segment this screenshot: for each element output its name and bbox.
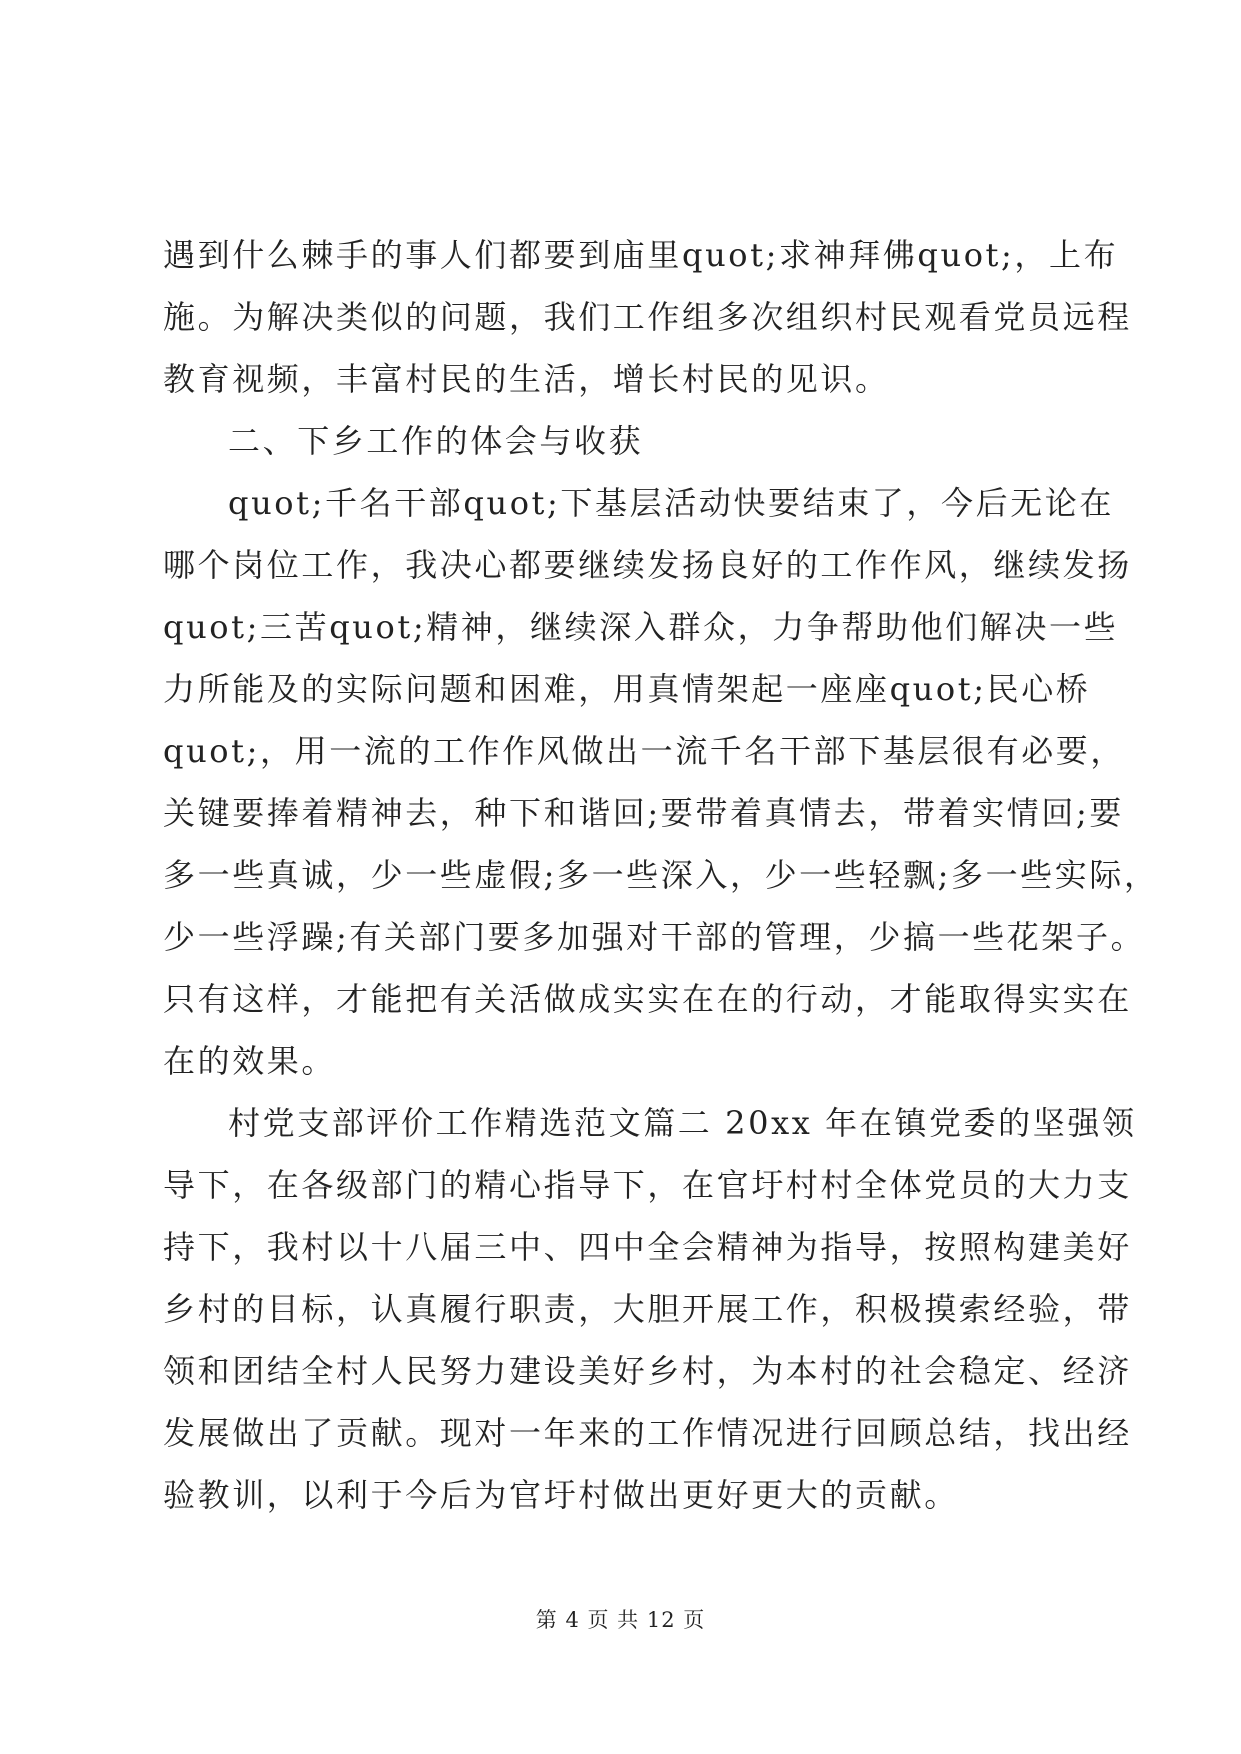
- paragraph-line: 导下，在各级部门的精心指导下，在官圩村村全体党员的大力支: [163, 1166, 1132, 1204]
- document-body: [163, 224, 1159, 1526]
- paragraph-line: 遇到什么棘手的事人们都要到庙里quot;求神拜佛quot;，上布: [163, 236, 1119, 274]
- paragraph-line: 乡村的目标，认真履行职责，大胆开展工作，积极摸索经验，带: [163, 1290, 1132, 1328]
- paragraph-line: 发展做出了贡献。现对一年来的工作情况进行回顾总结，找出经: [163, 1414, 1132, 1452]
- paragraph-line: 验教训，以利于今后为官圩村做出更好更大的贡献。: [163, 1476, 959, 1514]
- paragraph-line: 施。为解决类似的问题，我们工作组多次组织村民观看党员远程: [163, 298, 1132, 336]
- paragraph-line: 领和团结全村人民努力建设美好乡村，为本村的社会稳定、经济: [163, 1352, 1132, 1390]
- paragraph-line: quot;，用一流的工作作风做出一流千名干部下基层很有必要，: [163, 732, 1126, 770]
- paragraph-line: 教育视频，丰富村民的生活，增长村民的见识。: [163, 360, 890, 398]
- paragraph-line: 在的效果。: [163, 1042, 337, 1080]
- paragraph-line: 关键要捧着精神去，种下和谐回;要带着真情去，带着实情回;要: [163, 794, 1124, 832]
- paragraph-line: quot;千名干部quot;下基层活动快要结束了，今后无论在: [228, 484, 1115, 522]
- paragraph-line: 多一些真诚，少一些虚假;多一些深入，少一些轻飘;多一些实际，: [163, 856, 1159, 894]
- paragraph-line: 哪个岗位工作，我决心都要继续发扬良好的工作作风，继续发扬: [163, 546, 1132, 584]
- paragraph-line: 力所能及的实际问题和困难，用真情架起一座座quot;民心桥: [163, 670, 1091, 708]
- page-footer: 第 4 页 共 12 页: [535, 1608, 706, 1632]
- paragraph-line: 村党支部评价工作精选范文篇二 20xx 年在镇党委的坚强领: [228, 1104, 1137, 1142]
- paragraph-line: 持下，我村以十八届三中、四中全会精神为指导，按照构建美好: [163, 1228, 1132, 1266]
- paragraph-line: 只有这样，才能把有关活做成实实在在的行动，才能取得实实在: [163, 980, 1132, 1018]
- section-heading: 二、下乡工作的体会与收获: [228, 422, 644, 460]
- paragraph-line: 少一些浮躁;有关部门要多加强对干部的管理，少搞一些花架子。: [163, 918, 1146, 956]
- paragraph-line: quot;三苦quot;精神，继续深入群众，力争帮助他们解决一些: [163, 608, 1119, 646]
